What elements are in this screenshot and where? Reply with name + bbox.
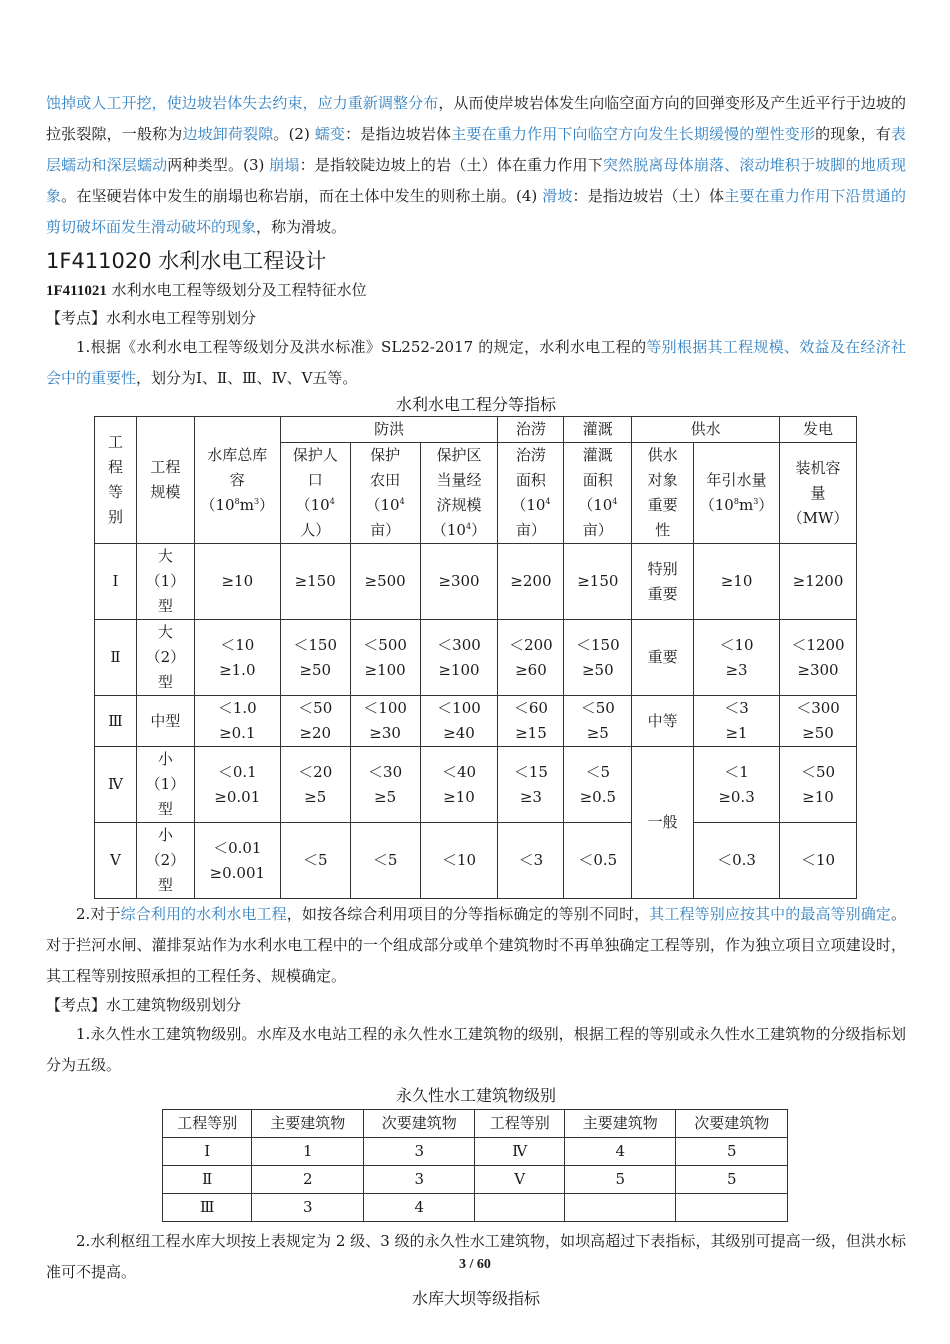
cell-drain <box>498 696 564 747</box>
grade-cell: Ⅳ <box>95 747 137 823</box>
cell-line: ＜100 <box>437 699 481 717</box>
level-cell: 3 <box>363 1138 475 1166</box>
cell-line: ＜100 <box>363 699 407 717</box>
cell-res <box>194 544 280 620</box>
cell-pop <box>280 620 350 696</box>
cell-line: ≥10 <box>802 787 834 806</box>
subsection-code: 1F411021 <box>46 283 107 299</box>
cell-line: ＜5 <box>585 762 611 781</box>
level-row <box>163 1138 788 1166</box>
cell-res <box>194 620 280 696</box>
cell-line: ＜60 <box>513 699 548 717</box>
cell-line: ＜10 <box>719 635 754 654</box>
highlight-text: 表层蠕动和深层蠕动 <box>46 125 906 174</box>
cell-farm <box>350 544 420 620</box>
level-cell: 5 <box>676 1166 788 1194</box>
cell-scale <box>136 823 194 899</box>
grade-cell: Ⅴ <box>95 823 137 899</box>
cell-scale <box>136 620 194 696</box>
cell-farm <box>350 696 420 747</box>
cell-line: ＜0.5 <box>578 851 618 869</box>
body-text: ，从而使岸坡岩体发生向临空面方向的回弹变形及产生近平行于边坡的拉张裂隙，一般称为 <box>46 94 906 143</box>
page-number: 3 / 60 <box>459 1257 491 1272</box>
header-reservoir-capacity: 水库总库 容 $(10^8m^3)$ <box>194 417 280 544</box>
cell-line: ≥300 <box>797 660 839 679</box>
cell-line: ＜50 <box>580 699 615 717</box>
cell-line: ≥100 <box>364 660 406 679</box>
body-text: 两种类型。(3) <box>167 156 270 174</box>
cell-res <box>194 823 280 899</box>
cell-drain <box>498 747 564 823</box>
cell-line: ≥50 <box>581 660 614 679</box>
cell-line: ＜10 <box>800 851 836 869</box>
cell-line: ≥150 <box>577 572 619 590</box>
table1-caption: 水利水电工程分等指标 <box>395 395 556 414</box>
cell-power <box>780 696 857 747</box>
cell-target <box>632 696 694 747</box>
cell-line: ≥20 <box>299 724 332 742</box>
cell-line: ≥40 <box>443 724 475 742</box>
cell-line: ＜15 <box>513 762 548 781</box>
cell-line: ≥10 <box>720 572 753 590</box>
body-text: 。在坚硬岩体中发生的崩塌也称岩崩，而在土体中发生的则称土崩。(4) <box>61 187 543 205</box>
grade-row <box>95 696 857 747</box>
level-cell: Ⅳ <box>475 1138 564 1166</box>
group-drain: 治涝 <box>498 417 564 443</box>
cell-econ <box>420 696 498 747</box>
cell-line: ≥0.001 <box>209 863 266 882</box>
header-annual: 年引水量 $(10^8m^3)$ <box>694 443 780 544</box>
cell-line: 型 <box>157 876 173 894</box>
body-text: ，如按各综合利用项目的分等指标确定的等别不同时， <box>286 905 650 923</box>
header-target: 供水 对象 重要 性 <box>632 443 694 544</box>
level-row <box>163 1194 788 1222</box>
cell-line: 一般 <box>647 813 678 831</box>
cell-line: ≥5 <box>304 787 327 806</box>
cell-scale <box>136 696 194 747</box>
cell-line: ≥1 <box>725 724 748 742</box>
cell-line: 型 <box>157 800 173 818</box>
body-text: ，称为滑坡。 <box>256 218 347 236</box>
level-cell: 1 <box>252 1138 364 1166</box>
cell-annual <box>694 823 780 899</box>
level-cell <box>564 1194 676 1222</box>
cell-drain <box>498 620 564 696</box>
cell-res <box>194 696 280 747</box>
body-text: ：是指较陡边坡上的岩（土）体在重力作用下 <box>299 156 603 174</box>
subsection-text: 水利水电工程等级划分及工程特征水位 <box>106 281 367 299</box>
level-header-cell: 次要建筑物 <box>676 1110 788 1138</box>
cell-irrig <box>564 620 632 696</box>
cell-line: ≥10 <box>443 787 475 806</box>
cell-line: ≥0.3 <box>718 787 755 806</box>
cell-line: ＜0.3 <box>717 851 756 869</box>
cell-scale <box>136 544 194 620</box>
level-cell: 5 <box>564 1166 676 1194</box>
level-cell: 5 <box>676 1138 788 1166</box>
level-cell <box>475 1194 564 1222</box>
cell-power <box>780 620 857 696</box>
subsection-title <box>46 277 906 305</box>
body-text: 。(2) <box>273 125 315 143</box>
cell-line: ＜50 <box>298 699 333 717</box>
cell-line: ＜1200 <box>791 635 845 654</box>
cell-line: ＜3 <box>724 699 749 717</box>
level-table-body <box>163 1138 788 1222</box>
highlight-text: 蠕变 <box>314 125 346 143</box>
cell-line: 小 <box>157 826 173 844</box>
cell-line: ≥0.5 <box>579 787 617 806</box>
highlight-text: 等别根据其工程规模、效益及在经济社会中的重要性 <box>46 338 906 387</box>
cell-line: ＜150 <box>293 635 338 654</box>
highlight-text: 崩塌 <box>269 156 300 174</box>
cell-line: ＜500 <box>363 635 407 654</box>
cell-line: ≥30 <box>369 724 401 742</box>
cell-target <box>632 747 694 899</box>
level-cell: 2 <box>252 1166 364 1194</box>
table3-caption: 水库大坝等级指标 <box>411 1289 540 1308</box>
cell-line: ＜50 <box>800 762 836 781</box>
header-drain: 治涝 面积 （$10^4$ 亩） <box>498 443 564 544</box>
cell-annual <box>694 696 780 747</box>
cell-power <box>780 747 857 823</box>
cell-line: ＜10 <box>220 635 255 654</box>
cell-line: ≥1200 <box>792 572 844 590</box>
cell-line: ＜0.1 <box>217 762 257 781</box>
cell-line: ＜3 <box>518 851 544 869</box>
cell-line: ≥500 <box>364 572 406 590</box>
cell-line: 小 <box>157 750 173 768</box>
paragraph-3: 1.永久性水工建筑物级别。水库及水电站工程的永久性水工建筑物的级别，根据工程的等别或永久性水工建筑物的分级指标划分为五级。 <box>46 1025 906 1074</box>
cell-farm <box>350 823 420 899</box>
cell-line: （1） <box>145 572 186 590</box>
cell-line: ≥50 <box>802 724 834 742</box>
cell-line: ＜40 <box>441 762 477 781</box>
cell-annual <box>694 544 780 620</box>
cell-line: ≥15 <box>515 724 547 742</box>
table2-caption: 永久性水工建筑物级别 <box>395 1086 556 1105</box>
cell-line: （2） <box>145 851 186 869</box>
page-content <box>46 88 906 1310</box>
cell-line: ＜200 <box>509 635 553 654</box>
cell-line: ≥10 <box>221 572 254 590</box>
cell-irrig <box>564 544 632 620</box>
cell-line: ＜10 <box>441 851 477 869</box>
cell-line: ＜150 <box>575 635 620 654</box>
cell-line: ≥100 <box>438 660 480 679</box>
body-text: 的现象，有 <box>815 125 891 143</box>
cell-line: ＜1 <box>724 762 749 781</box>
cell-power <box>780 823 857 899</box>
cell-line: （1） <box>145 775 186 793</box>
cell-line: ≥5 <box>586 724 609 742</box>
cell-line: ≥300 <box>438 572 480 590</box>
cell-line: ≥200 <box>510 572 552 590</box>
cell-line: ＜0.01 <box>213 838 262 857</box>
highlight-text: 滑坡 <box>542 187 573 205</box>
cell-line: ≥60 <box>515 660 547 679</box>
cell-line: ≥0.1 <box>219 724 256 742</box>
cell-line: 重要 <box>647 584 678 603</box>
cell-target <box>632 544 694 620</box>
cell-line: ≥3 <box>725 660 748 679</box>
kaodian-heading-1: 【考点】水利水电工程等别划分 <box>46 309 257 327</box>
cell-irrig <box>564 696 632 747</box>
header-irrig: 灌溉 面积 （$10^4$ 亩） <box>564 443 632 544</box>
cell-line: 大 <box>157 623 173 641</box>
level-cell: Ⅴ <box>475 1166 564 1194</box>
grade-index-table <box>94 416 857 899</box>
cell-drain <box>498 823 564 899</box>
level-header-cell: 工程等别 <box>475 1110 564 1138</box>
highlight-text: 综合利用的水利水电工程 <box>120 905 287 923</box>
cell-line: ≥50 <box>299 660 332 679</box>
cell-pop <box>280 696 350 747</box>
group-power: 发电 <box>780 417 857 443</box>
kaodian-heading-2: 【考点】水工建筑物级别划分 <box>46 996 242 1014</box>
header-scale: 工程 规模 <box>136 417 194 544</box>
body-text: ：是指边坡岩（土）体 <box>572 187 725 205</box>
grade-cell: Ⅱ <box>95 620 137 696</box>
group-water: 供水 <box>632 417 780 443</box>
body-text: 2.对于 <box>76 905 121 923</box>
cell-line: ≥5 <box>374 787 397 806</box>
paragraph-2 <box>46 899 906 992</box>
cell-line: ≥0.01 <box>214 787 261 806</box>
intro-paragraph <box>46 88 906 243</box>
level-header-cell: 次要建筑物 <box>363 1110 475 1138</box>
group-irrig: 灌溉 <box>564 417 632 443</box>
level-cell: 4 <box>363 1194 475 1222</box>
cell-farm <box>350 620 420 696</box>
level-table-header <box>163 1110 788 1138</box>
header-grade: 工 程 等 别 <box>95 417 137 544</box>
cell-line: ≥1.0 <box>219 660 256 679</box>
header-power: 装机容 量 （MW） <box>780 443 857 544</box>
cell-line: ＜1.0 <box>217 699 257 717</box>
cell-line: ＜30 <box>368 762 403 781</box>
grade-row <box>95 544 857 620</box>
body-text: 1.根据《水利水电工程等级划分及洪水标准》SL252-2017 的规定，水利水电工程的 <box>76 338 647 356</box>
paragraph-4: 2.水利枢纽工程水库大坝按上表规定为 2 级、3 级的永久性水工建筑物，如坝高超过下表指标，其级别可提高一级，但洪水标准可不提高。 <box>46 1232 906 1281</box>
header-pop: 保护人 口 （$10^4$ 人） <box>280 443 350 544</box>
cell-line: ＜20 <box>298 762 333 781</box>
cell-scale <box>136 747 194 823</box>
grade-row <box>95 747 857 823</box>
cell-annual <box>694 747 780 823</box>
cell-power <box>780 544 857 620</box>
level-header-cell: 主要建筑物 <box>564 1110 676 1138</box>
body-text: 。对于拦河水闸、灌排泵站作为水利水电工程中的一个组成部分或单个建筑物时不再单独确定工程等别，作为独立项目立项建设时，其工程等别按照承担的工程任务、规模确定。 <box>46 905 906 985</box>
level-cell: Ⅲ <box>163 1194 252 1222</box>
grade-table-body <box>95 544 857 899</box>
cell-annual <box>694 620 780 696</box>
cell-line: 特别 <box>647 559 678 578</box>
cell-line: （2） <box>145 648 186 666</box>
level-cell: Ⅱ <box>163 1166 252 1194</box>
highlight-text: 主要在重力作用下向临空方向发生长期缓慢的塑性变形 <box>451 125 816 143</box>
building-level-table <box>162 1109 788 1222</box>
level-header-cell: 工程等别 <box>163 1110 252 1138</box>
cell-pop <box>280 747 350 823</box>
cell-line: ≥150 <box>294 572 336 590</box>
paragraph-1 <box>46 332 906 394</box>
level-header-cell: 主要建筑物 <box>252 1110 364 1138</box>
body-text: ，划分为Ⅰ、Ⅱ、Ⅲ、Ⅳ、Ⅴ五等。 <box>136 369 358 387</box>
grade-cell: Ⅲ <box>95 696 137 747</box>
cell-line: ≥3 <box>519 787 542 806</box>
cell-line: ＜5 <box>372 851 398 869</box>
highlight-text: 突然脱离母体崩落、滚动堆积于坡脚的地质现象 <box>46 156 906 205</box>
cell-line: 型 <box>157 597 173 615</box>
cell-pop <box>280 544 350 620</box>
cell-farm <box>350 747 420 823</box>
highlight-text: 主要在重力作用下沿贯通的剪切破坏面发生滑动破坏的现象 <box>46 187 906 236</box>
level-cell: 4 <box>564 1138 676 1166</box>
grade-row <box>95 620 857 696</box>
level-row <box>163 1166 788 1194</box>
level-cell: 3 <box>252 1194 364 1222</box>
level-cell <box>676 1194 788 1222</box>
grade-cell: Ⅰ <box>95 544 137 620</box>
cell-line: 中等 <box>647 711 678 730</box>
section-title: 1F411020 水利水电工程设计 <box>46 249 327 273</box>
header-farm: 保护 农田 （$10^4$ 亩） <box>350 443 420 544</box>
cell-line: ＜300 <box>437 635 481 654</box>
group-flood: 防洪 <box>280 417 498 443</box>
cell-irrig <box>564 823 632 899</box>
cell-line: ＜300 <box>796 699 840 717</box>
cell-pop <box>280 823 350 899</box>
cell-line: ＜5 <box>302 851 328 869</box>
header-econ: 保护区 当量经 济规模 $(10^4)$ <box>420 443 498 544</box>
highlight-text: 边坡卸荷裂隙 <box>182 125 274 143</box>
cell-econ <box>420 544 498 620</box>
cell-irrig <box>564 747 632 823</box>
level-cell: 3 <box>363 1166 475 1194</box>
cell-line: 型 <box>157 673 173 691</box>
cell-line: 大 <box>157 547 173 565</box>
cell-econ <box>420 747 498 823</box>
highlight-text: 蚀掉或人工开挖，使边坡岩体失去约束，应力重新调整分布 <box>46 94 439 112</box>
cell-target <box>632 620 694 696</box>
level-cell: Ⅰ <box>163 1138 252 1166</box>
cell-line: 中型 <box>150 711 181 730</box>
cell-econ <box>420 823 498 899</box>
cell-res <box>194 747 280 823</box>
grade-row <box>95 823 857 899</box>
cell-econ <box>420 620 498 696</box>
highlight-text: 其工程等别应按其中的最高等别确定 <box>649 905 891 923</box>
cell-line: 重要 <box>647 648 678 666</box>
cell-drain <box>498 544 564 620</box>
body-text: ：是指边坡岩体 <box>345 125 452 143</box>
